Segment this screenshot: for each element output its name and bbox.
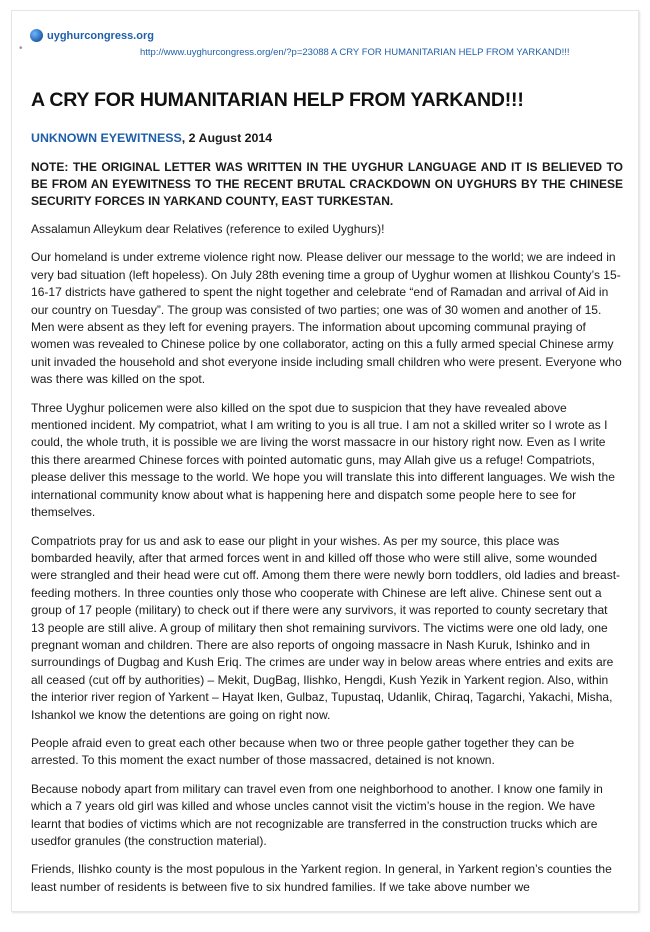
article-title: A CRY FOR HUMANITARIAN HELP FROM YARKAND!!! [31,89,524,111]
site-name[interactable]: uyghurcongress.org [47,29,154,42]
author-link[interactable]: UNKNOWN EYEWITNESS [31,131,182,145]
article-date: , 2 August 2014 [181,131,273,145]
paragraph: Our homeland is under extreme violence right now. Please deliver our message to the world; we are indeed in very bad situation (left hopeless). On July 28th evening time a group of Uyghur women at Ilishkou County’s 15-16-17 districts have gathered to spent the night together and celebrate “end of Ramadan and arrival of Aid in our country on Tuesday”. The group was consisted of two parties; one was of 30 women and another of 15. Men were absent as they left for evening prayers. The information about upcoming communal praying of women was revealed to Chinese police by one collaborator, acting on this a fully armed special Chinese army unit invaded the household and shot everyone inside including small children who were present. Everyone who was there was killed on the spot. [31,250,622,387]
byline [31,131,623,145]
paragraph: Three Uyghur policemen were also killed on the spot due to suspicion that they have revealed above mentioned incident. My compatriot, what I am writing to you is all true. I am not a skilled writer so I wrote as I could, the whole truth, it is possible we are living the worst massacre in our history right now. Even as I write this there arearmed Chinese forces with pointed automatic guns, may Allah give us a refuge! Compatriots, please deliver this message to the world. We hope you will translate this into different languages. We wish the international community know about what is happening here and dispatch some people here to see for themselves. [31,400,615,520]
paragraph: Compatriots pray for us and ask to ease our plight in your wishes. As per my source, this place was bombarded heavily, after that armed forces went in and killed off those who were still alive, some wounded were strangled and their head were cut off. Among them there were newly born toddlers, old ladies and breast-feeding mothers. In three counties only those who cooperate with Chinese are left alive. Chinese sent out a group of 17 people (military) to check out if there were any survivors, it was reported to county secretary that 13 people are still alive. A group of military then shot remaining survivors. The victims were one old lady, one pregnant woman and children. There are also reports of ongoing massacre in Nash Kuruk, Ishinko and in surroundings of Dugbag and Kush Eriq. The crimes are under way in below areas where entries and exits are all ceased (cut off by authorities) – Mekit, DugBag, Ilishko, Hengdi, Kush Yezik in Yarkent region. Also, within the interior river region of Yarkent – Hayat Iken, Gulbaz, Tupustaq, Udanlik, Chiraq, Tagarchi, Yakachi, Misha, Ishankol we know the detentions are going on right now. [31,533,621,722]
paragraph: Because nobody apart from military can travel even from one neighborhood to another. I know one family in which a 7 years old girl was killed and whose uncles cannot visit the victim’s house in the region. We have learnt that bodies of victims which are not recognizable are transferred in the construction trucks which are usedfor granules (the construction material). [31,781,603,848]
editor-note: NOTE: THE ORIGINAL LETTER WAS WRITTEN IN THE UYGHUR LANGUAGE AND IT IS BELIEVED TO BE FROM AN EYEWITNESS TO THE RECENT BRUTAL CRACKDOWN ON UYGHURS BY THE CHINESE SECURITY FORCES IN YARKAND COUNTY, EAST TURKESTAN. [31,160,623,208]
paragraph: People afraid even to great each other because when two or three people gather together they can be arrested. To this moment the exact number of those massacred, detained is not known. [31,735,575,768]
site-header[interactable] [30,29,154,42]
globe-icon [30,29,43,42]
paragraph-greeting: Assalamun Alleykum dear Relatives (reference to exiled Uyghurs)! [31,222,385,236]
bullet-marker: • [19,43,23,54]
paragraph: Friends, Ilishko county is the most populous in the Yarkent region. In general, in Yarkent region’s counties the least number of residents is between five to six hundred families. If we take above number we [31,862,612,894]
page-bottom-fade [12,905,638,911]
page-url[interactable]: http://www.uyghurcongress.org/en/?p=23088 A CRY FOR HUMANITARIAN HELP FROM YARKAND!!! [140,47,570,58]
scanned-page [11,10,639,912]
article [31,89,623,907]
